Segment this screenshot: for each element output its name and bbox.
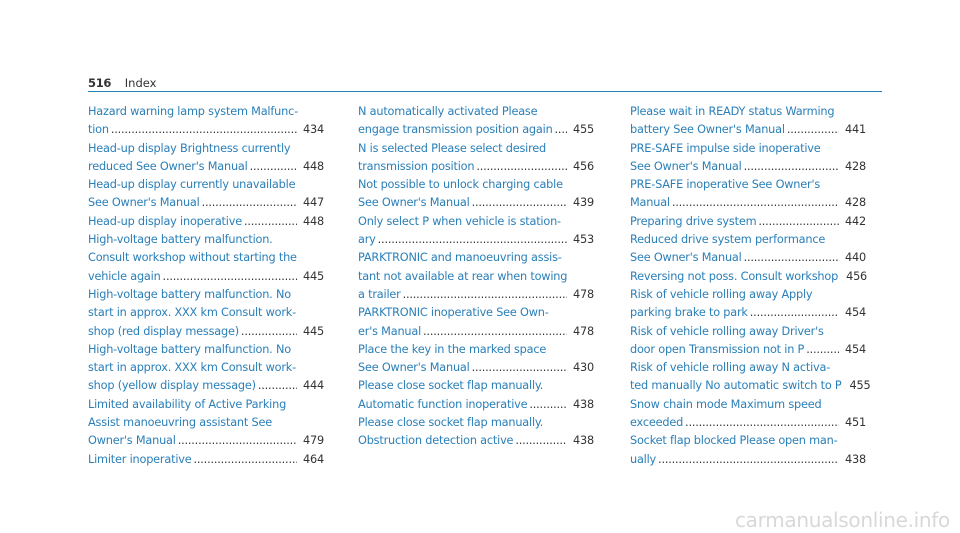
dot-leader: [403, 286, 567, 304]
page-reference[interactable]: 479: [303, 434, 324, 448]
dot-leader: [685, 414, 839, 432]
index-entry[interactable]: [630, 432, 866, 469]
dot-leader: [202, 194, 297, 212]
page-reference[interactable]: 464: [303, 452, 324, 466]
entry-text-line: High-voltage battery malfunction. No: [88, 342, 291, 356]
entry-text-line: shop (red display message): [88, 324, 239, 338]
page-reference[interactable]: 444: [303, 379, 324, 393]
dot-leader: [555, 121, 568, 139]
page-reference[interactable]: 445: [303, 324, 324, 338]
page-reference[interactable]: 455: [849, 379, 871, 393]
dot-leader: [750, 304, 839, 322]
index-entry[interactable]: [358, 176, 594, 213]
watermark: carmanualsonline.info: [734, 508, 950, 532]
entry-last-line: [88, 323, 324, 341]
page-reference[interactable]: 451: [845, 416, 866, 430]
entry-text-line: tant not available at rear when towing: [358, 269, 568, 283]
index-entry[interactable]: [88, 213, 324, 231]
entry-text-line: Automatic function inoperative: [358, 397, 528, 411]
entry-text-line: ted manually No automatic switch to P: [630, 379, 842, 393]
dot-leader: [111, 121, 297, 139]
dot-leader: [472, 194, 567, 212]
index-entry[interactable]: [630, 103, 866, 140]
entry-text-line: High-voltage battery malfunction. No: [88, 287, 291, 301]
index-entry[interactable]: [630, 359, 871, 396]
entry-text-line: Socket flap blocked Please open man-: [630, 434, 838, 448]
dot-leader: [178, 432, 297, 450]
index-entry[interactable]: [630, 286, 866, 323]
entry-text-line: Snow chain mode Maximum speed: [630, 397, 822, 411]
index-entry[interactable]: [358, 304, 594, 341]
dot-leader: [529, 396, 567, 414]
dot-leader: [241, 323, 297, 341]
page-reference[interactable]: 456: [573, 159, 594, 173]
index-entry[interactable]: [630, 176, 866, 213]
dot-leader: [472, 359, 567, 377]
index-entry[interactable]: [88, 341, 324, 396]
entry-text-line: Not possible to unlock charging cable: [358, 178, 563, 192]
page-reference[interactable]: 454: [845, 342, 866, 356]
section-title: Index: [124, 76, 157, 90]
entry-last-line: [358, 194, 594, 212]
entry-text-line: Preparing drive system: [630, 214, 757, 228]
entry-last-line: [630, 121, 866, 139]
entry-text-line: Risk of vehicle rolling away Apply: [630, 287, 813, 301]
entry-text-line: Hazard warning lamp system Malfunc-: [88, 105, 298, 118]
index-entry[interactable]: [358, 103, 594, 140]
entry-text-line: See Owner's Manual: [358, 196, 470, 210]
entry-last-line: [358, 323, 594, 341]
page-reference[interactable]: 455: [573, 123, 594, 137]
index-entry[interactable]: [358, 341, 594, 378]
entry-text-line: Please close socket flap manually.: [358, 416, 544, 430]
entry-last-line: [630, 268, 866, 286]
entry-last-line: [88, 268, 324, 286]
entry-last-line: [88, 121, 324, 139]
entry-text-line: See Owner's Manual: [88, 196, 200, 210]
entry-last-line: [358, 121, 594, 139]
index-entry[interactable]: [88, 231, 324, 286]
entry-text-line: parking brake to park: [630, 306, 748, 320]
index-entry[interactable]: [630, 396, 866, 433]
index-column-3: [630, 103, 871, 469]
entry-text-line: Head-up display Brightness currently: [88, 141, 291, 155]
dot-leader: [806, 341, 839, 359]
page-reference[interactable]: 428: [845, 159, 866, 173]
index-entry[interactable]: [630, 231, 866, 268]
page-reference[interactable]: 434: [303, 123, 324, 137]
dot-leader: [194, 451, 298, 469]
entry-text-line: Limiter inoperative: [88, 452, 192, 466]
index-column-2: [358, 103, 594, 451]
entry-text-line: N automatically activated Please: [358, 105, 538, 118]
entry-last-line: [630, 341, 866, 359]
entry-text-line: a trailer: [358, 287, 401, 301]
entry-last-line: [88, 158, 324, 176]
entry-last-line: [358, 396, 594, 414]
index-entry[interactable]: [630, 323, 866, 360]
entry-text-line: exceeded: [630, 416, 684, 430]
entry-last-line: [630, 377, 871, 395]
index-entry[interactable]: [88, 286, 324, 341]
page-reference[interactable]: 428: [845, 196, 866, 210]
entry-text-line: Risk of vehicle rolling away N activa-: [630, 361, 831, 375]
index-entry[interactable]: [630, 268, 866, 286]
dot-leader: [258, 377, 297, 395]
dot-leader: [515, 432, 567, 450]
entry-text-line: Owner's Manual: [88, 434, 176, 448]
entry-text-line: reduced See Owner's Manual: [88, 159, 248, 173]
entry-text-line: See Owner's Manual: [630, 159, 742, 173]
entry-text-line: Place the key in the marked space: [358, 342, 547, 356]
entry-last-line: [88, 194, 324, 212]
entry-last-line: [358, 432, 594, 450]
entry-text-line: See Owner's Manual: [358, 361, 470, 375]
entry-text-line: Reversing not poss. Consult workshop: [630, 269, 839, 283]
entry-text-line: transmission position: [358, 159, 475, 173]
page-reference[interactable]: 430: [573, 361, 594, 375]
page-reference[interactable]: 454: [845, 306, 866, 320]
page-reference[interactable]: 448: [303, 159, 324, 173]
page-reference[interactable]: 478: [573, 324, 594, 338]
page-reference[interactable]: 456: [846, 269, 868, 283]
page-reference[interactable]: 478: [573, 287, 594, 301]
entry-text-line: start in approx. XXX km Consult work-: [88, 361, 297, 375]
index-entry[interactable]: [630, 140, 866, 177]
page-reference[interactable]: 447: [303, 196, 324, 210]
entry-text-line: Obstruction detection active: [358, 434, 514, 448]
dot-leader: [758, 213, 839, 231]
entry-text-line: Manual: [630, 196, 670, 210]
page-reference[interactable]: 453: [573, 233, 594, 247]
page-reference[interactable]: 439: [573, 196, 594, 210]
entry-text-line: Consult workshop without starting the: [88, 251, 297, 265]
index-entry[interactable]: [358, 249, 594, 304]
entry-last-line: [358, 231, 594, 249]
dot-leader: [787, 121, 839, 139]
index-column-1: [88, 103, 324, 469]
entry-text-line: vehicle again: [88, 269, 161, 283]
index-entry[interactable]: [358, 140, 594, 177]
entry-text-line: shop (yellow display message): [88, 379, 256, 393]
entry-text-line: PARKTRONIC inoperative See Own-: [358, 306, 549, 320]
entry-text-line: Assist manoeuvring assistant See: [88, 416, 272, 430]
entry-text-line: engage transmission position again: [358, 123, 553, 137]
page-reference[interactable]: 445: [303, 269, 324, 283]
index-entry[interactable]: [358, 377, 594, 414]
entry-text-line: High-voltage battery malfunction.: [88, 233, 273, 247]
entry-text-line: er's Manual: [358, 324, 422, 338]
entry-text-line: Risk of vehicle rolling away Driver's: [630, 324, 824, 338]
entry-text-line: battery See Owner's Manual: [630, 123, 785, 137]
entry-text-line: start in approx. XXX km Consult work-: [88, 306, 297, 320]
entry-last-line: [88, 451, 324, 469]
entry-text-line: See Owner's Manual: [630, 251, 742, 265]
entry-text-line: Head-up display inoperative: [88, 214, 242, 228]
index-entry[interactable]: [358, 414, 594, 451]
entry-last-line: [88, 213, 324, 231]
dot-leader: [744, 158, 839, 176]
dot-leader: [163, 268, 297, 286]
dot-leader: [744, 249, 839, 267]
page-reference[interactable]: 438: [573, 397, 594, 411]
page-reference[interactable]: 441: [845, 123, 866, 137]
entry-text-line: PRE-SAFE inoperative See Owner's: [630, 178, 821, 192]
page-number: 516: [88, 76, 112, 90]
entry-text-line: tion: [88, 123, 109, 137]
entry-last-line: [630, 304, 866, 322]
page-reference[interactable]: 440: [845, 251, 866, 265]
index-entry[interactable]: [630, 213, 866, 231]
page-reference[interactable]: 438: [845, 452, 866, 466]
entry-text-line: ary: [358, 233, 376, 247]
index-entry[interactable]: [88, 140, 324, 177]
entry-last-line: [630, 158, 866, 176]
entry-last-line: [88, 377, 324, 395]
index-entry[interactable]: [88, 176, 324, 213]
entry-last-line: [630, 451, 866, 469]
entry-last-line: [88, 432, 324, 450]
entry-text-line: Only select P when vehicle is station-: [358, 214, 561, 228]
dot-leader: [244, 213, 297, 231]
entry-last-line: [358, 158, 594, 176]
dot-leader: [476, 158, 567, 176]
index-entry[interactable]: [88, 396, 324, 451]
dot-leader: [378, 231, 567, 249]
entry-last-line: [630, 194, 866, 212]
page-reference[interactable]: 448: [303, 214, 324, 228]
entry-text-line: door open Transmission not in P: [630, 342, 805, 356]
entry-text-line: Reduced drive system performance: [630, 233, 826, 247]
entry-text-line: PARKTRONIC and manoeuvring assis-: [358, 251, 562, 265]
entry-last-line: [630, 249, 866, 267]
entry-text-line: ually: [630, 452, 657, 466]
entry-text-line: Head-up display currently unavailable: [88, 178, 296, 192]
entry-text-line: Please wait in READY status Warming: [630, 105, 835, 118]
entry-last-line: [630, 414, 866, 432]
page-reference[interactable]: 438: [573, 434, 594, 448]
page-header: [88, 76, 156, 90]
entry-last-line: [358, 359, 594, 377]
dot-leader: [423, 323, 567, 341]
entry-last-line: [630, 213, 866, 231]
entry-text-line: PRE-SAFE impulse side inoperative: [630, 141, 821, 155]
index-entry[interactable]: [358, 213, 594, 250]
dot-leader: [250, 158, 297, 176]
index-entry[interactable]: [88, 451, 324, 469]
entry-text-line: Please close socket flap manually.: [358, 379, 544, 393]
dot-leader: [658, 451, 839, 469]
entry-last-line: [358, 286, 594, 304]
dot-leader: [672, 194, 839, 212]
header-rule: [88, 91, 882, 92]
index-entry[interactable]: [88, 103, 324, 140]
page-reference[interactable]: 442: [845, 214, 866, 228]
entry-text-line: Limited availability of Active Parking: [88, 397, 287, 411]
entry-text-line: N is selected Please select desired: [358, 141, 547, 155]
